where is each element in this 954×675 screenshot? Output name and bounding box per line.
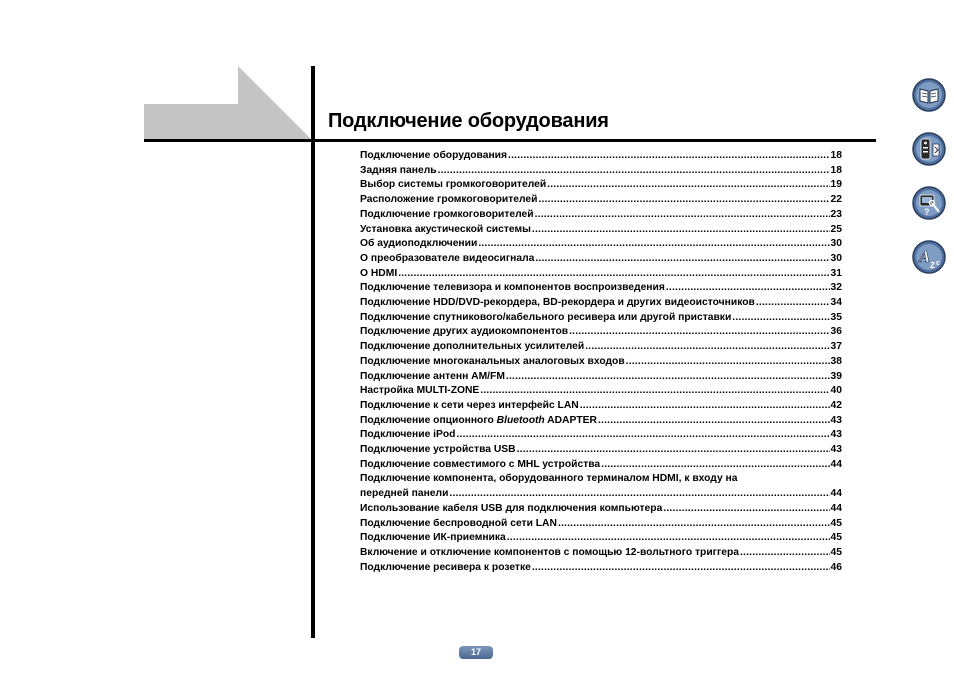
toc-entry-label: Подключение других аудиокомпонентов — [360, 326, 569, 338]
toc-entry-label-part: ADAPTER — [544, 414, 597, 426]
dot-leader — [517, 443, 830, 458]
toc-entry-page: 18 — [830, 150, 842, 161]
toc-entry[interactable] — [360, 149, 842, 164]
dot-leader — [478, 237, 829, 252]
page-title: Подключение оборудования — [328, 110, 609, 132]
page-number-badge: 17 — [459, 646, 493, 659]
toc-entry[interactable] — [360, 443, 842, 458]
toc-entry-label-part: Подключение опционного — [360, 414, 497, 426]
toc-entry[interactable] — [360, 237, 842, 252]
toc-entry-label: Выбор системы громкоговорителей — [360, 179, 547, 191]
toc-entry[interactable] — [360, 223, 842, 238]
toc-entry[interactable] — [360, 178, 842, 193]
toc-entry-page: 19 — [830, 179, 842, 191]
toc-entry-page: 44 — [830, 488, 842, 500]
toc-entry-label: Подключение ИК-приемника — [360, 532, 506, 544]
toc-entry-label: Подключение многоканальных аналоговых входов — [360, 355, 625, 367]
dot-leader — [532, 561, 830, 576]
toc-entry[interactable] — [360, 208, 842, 223]
toc-entry-label: Подключение антенн AM/FM — [360, 370, 505, 382]
toc-entry[interactable] — [360, 252, 842, 267]
toc-entry-label: Подключение спутникового/кабельного ресивера или другой приставки — [360, 311, 732, 323]
dot-leader — [398, 267, 829, 282]
toc-entry[interactable] — [360, 428, 842, 443]
toc-entry-label: Задняя панель — [360, 164, 437, 176]
toc-entry-label: Подключение к сети через интерфейс LAN — [360, 399, 579, 411]
dot-leader — [532, 223, 830, 238]
toc-entry[interactable] — [360, 193, 842, 208]
toc-entry-label: Подключение беспроводной сети LAN — [360, 517, 557, 529]
toc-entry[interactable] — [360, 487, 842, 502]
toc-entry[interactable] — [360, 325, 842, 340]
tools-icon[interactable] — [912, 186, 946, 220]
dot-leader — [663, 502, 829, 517]
toc-entry-label: Подключение оборудования — [360, 150, 508, 161]
dot-leader — [598, 414, 830, 429]
dot-leader — [569, 325, 829, 340]
dot-leader — [547, 178, 829, 193]
toc-entry-label: Использование кабеля USB для подключения компьютера — [360, 502, 663, 514]
toc-entry[interactable] — [360, 502, 842, 517]
toc-entry-page: 42 — [830, 399, 842, 411]
toc-entry[interactable] — [360, 164, 842, 179]
toc-entry-label: Подключение телевизора и компонентов воспроизведения — [360, 282, 665, 294]
toc-entry[interactable] — [360, 281, 842, 296]
toc-entry-label: О HDMI — [360, 267, 398, 279]
toc-entry-page: 30 — [830, 252, 842, 264]
toc-entry-label: Подключение дополнительных усилителей — [360, 341, 585, 353]
dot-leader — [508, 149, 830, 164]
svg-text:A: A — [919, 247, 931, 266]
toc-entry-page: 43 — [830, 444, 842, 456]
toc-entry-page: 43 — [830, 414, 842, 426]
toc-entry[interactable] — [360, 370, 842, 385]
toc-entry-page: 44 — [830, 458, 842, 470]
dot-leader — [480, 384, 829, 399]
toc-entry[interactable] — [360, 399, 842, 414]
dot-leader — [438, 164, 830, 179]
toc-entry-label: Настройка MULTI-ZONE — [360, 385, 480, 397]
toc-entry[interactable] — [360, 517, 842, 532]
toc-entry-line1[interactable] — [360, 472, 842, 487]
toc-entry-page: 18 — [830, 164, 842, 176]
toc-entry[interactable] — [360, 340, 842, 355]
toc-entry[interactable] — [360, 414, 842, 429]
dot-leader — [601, 458, 829, 473]
toc-entry[interactable] — [360, 355, 842, 370]
toc-entry[interactable] — [360, 384, 842, 399]
toc-entry-label: О преобразователе видеосигнала — [360, 252, 535, 264]
toc-entry-label: Установка акустической системы — [360, 223, 531, 235]
horizontal-rule — [144, 139, 876, 142]
toc-entry-label: Подключение совместимого с MHL устройства — [360, 458, 601, 470]
toc-entry-page: 38 — [830, 355, 842, 367]
toc-entry-label: Подключение HDD/DVD-рекордера, BD-рекордера и других видеоисточников — [360, 297, 755, 309]
toc-entry-label: Подключение устройства USB — [360, 444, 516, 456]
toc-entry[interactable] — [360, 267, 842, 282]
book-icon[interactable] — [912, 78, 946, 112]
dot-leader — [666, 281, 830, 296]
toc-entry[interactable] — [360, 561, 842, 576]
toc-entry-page: 30 — [830, 238, 842, 250]
toc-entry-page: 45 — [830, 532, 842, 544]
dot-leader — [506, 370, 830, 385]
toc-entry-page: 45 — [830, 546, 842, 558]
toc-entry[interactable] — [360, 458, 842, 473]
toc-entry[interactable] — [360, 311, 842, 326]
toc-entry-label: Включение и отключение компонентов с помощью 12-вольтного триггера — [360, 546, 739, 558]
toc-entry-label-italic: Bluetooth — [496, 414, 545, 426]
dot-leader — [538, 193, 829, 208]
dot-leader — [756, 296, 830, 311]
dot-leader — [449, 487, 829, 502]
toc-entry-page: 22 — [830, 194, 842, 206]
dot-leader — [626, 355, 830, 370]
remote-control-icon[interactable] — [912, 132, 946, 166]
toc-entry-label: Подключение громкоговорителей — [360, 208, 534, 220]
toc-entry-page: 25 — [830, 223, 842, 235]
toc-entry-page: 34 — [830, 297, 842, 309]
toc-entry[interactable] — [360, 531, 842, 546]
dot-leader — [558, 517, 830, 532]
toc-entry-page: 39 — [830, 370, 842, 382]
toc-entry-label: Подключение ресивера к розетке — [360, 561, 531, 573]
toc-entry-page: 43 — [830, 429, 842, 441]
toc-entry-label — [360, 414, 597, 429]
svg-text:c: c — [936, 260, 940, 267]
glossary-icon[interactable] — [912, 240, 946, 274]
toc-entry-page: 46 — [830, 561, 842, 573]
dot-leader — [740, 546, 830, 561]
dot-leader — [585, 340, 829, 355]
toc-entry-label: Об аудиоподключении — [360, 238, 478, 250]
toc-entry-page: 35 — [830, 311, 842, 323]
toc-entry-label: передней панели — [360, 488, 449, 500]
toc-entry-page: 36 — [830, 326, 842, 338]
toc-entry-page: 44 — [830, 502, 842, 514]
chapter-tab-arrow — [144, 66, 312, 140]
svg-text:?: ? — [924, 207, 930, 217]
toc-entry-page: 32 — [830, 282, 842, 294]
dot-leader — [535, 252, 829, 267]
dot-leader — [580, 399, 830, 414]
toc-entry-page: 40 — [830, 385, 842, 397]
dot-leader — [456, 428, 829, 443]
toc-entry[interactable] — [360, 296, 842, 311]
toc-entry[interactable] — [360, 546, 842, 561]
toc-entry-label: Расположение громкоговорителей — [360, 194, 538, 206]
table-of-contents — [360, 149, 842, 575]
toc-entry-label: Подключение компонента, оборудованного терминалом HDMI, к входу на — [360, 473, 738, 485]
dot-leader — [535, 208, 830, 223]
vertical-rule — [311, 66, 315, 638]
toc-entry-label: Подключение iPod — [360, 429, 456, 441]
toc-entry-page: 45 — [830, 517, 842, 529]
dot-leader — [507, 531, 830, 546]
toc-entry-page: 23 — [830, 208, 842, 220]
toc-entry-page: 31 — [830, 267, 842, 279]
toc-entry-page: 37 — [830, 341, 842, 353]
svg-text:Z: Z — [930, 261, 935, 270]
dot-leader — [732, 311, 829, 326]
